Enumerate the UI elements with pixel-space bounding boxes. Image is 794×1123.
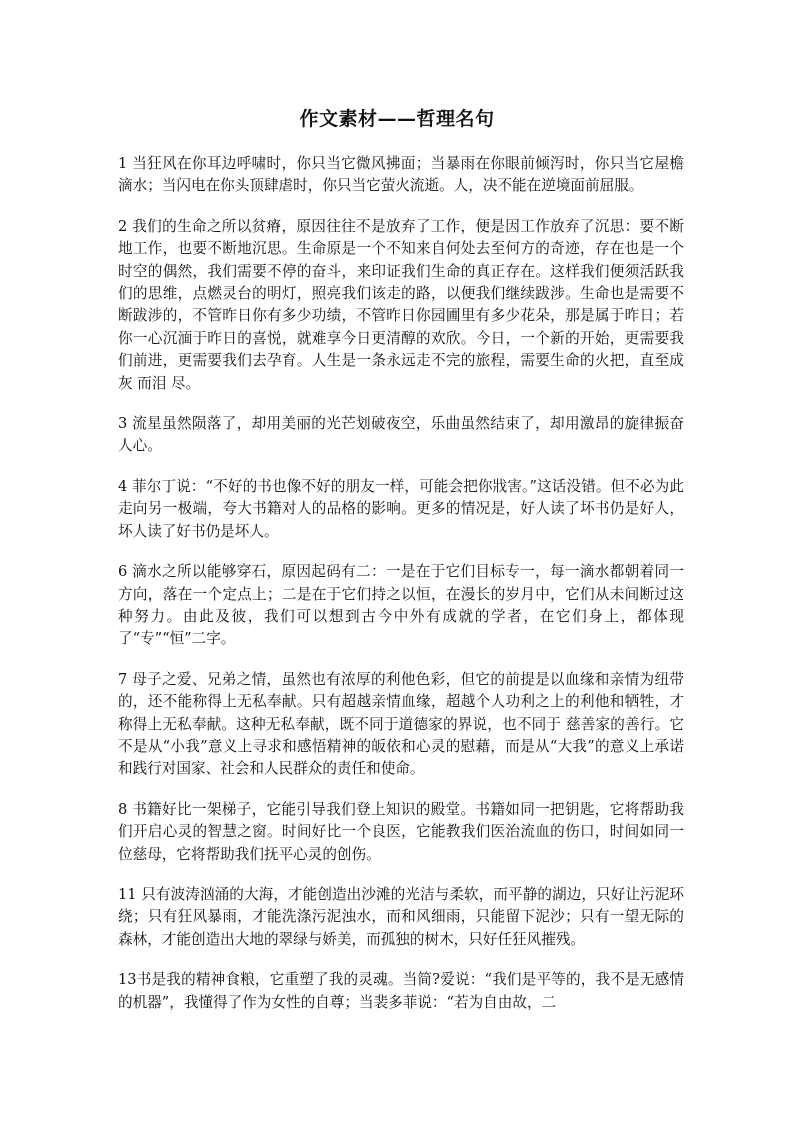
paragraph-2: 2 我们的生命之所以贫瘠，原因往往不是放弃了工作，便是因工作放弃了沉思：要不断地工作，也要不断地沉思。生命原是一个不知来自何处去至何方的奇迹，存在也是一个时空的偶然，我们需要不停的奋斗，来印证我们生命的真正存在。这样我们便须活跃我们的思维，点燃灵台的明灯，照亮我们该走的路，以便我们继续跋涉。生命也是需要不断跋涉的，不管昨日你有多少功绩，不管昨日你园圃里有多少花朵，那是属于昨日；若你一心沉湎于昨日的喜悦，就难享今日更清醇的欢欣。今日，一个新的开始，更需要我们前进，更需要我们去孕育。人生是一条永远走不完的旅程，需要生命的火把，直至成灰 而泪 尽。	[118, 217, 684, 392]
paragraph-8: 8 书籍好比一架梯子，它能引导我们登上知识的殿堂。书籍如同一把钥匙，它将帮助我们开启心灵的智慧之窗。时间好比一个良医，它能教我们医治流血的伤口，时间如同一位慈母，它将帮助我们抚平心灵的创伤。	[118, 800, 684, 863]
paragraph-7: 7 母子之爱、兄弟之情，虽然也有浓厚的利他色彩，但它的前提是以血缘和亲情为纽带的，还不能称得上无私奉献。只有超越亲情血缘，超越个人功利之上的利他和牺牲，才称得上无私奉献。这种无私奉献，既不同于道德家的界说，也不同于 慈善家的善行。它不是从“小我”意义上寻求和感悟精神的皈依和心灵的慰藉，而是从“大我”的意义上承诺和践行对国家、社会和人民群众的责任和使命。	[118, 670, 684, 778]
document-title: 作文素材——哲理名句	[299, 108, 495, 130]
document-body	[118, 153, 684, 1032]
paragraph-13: 13书是我的精神食粮，它重塑了我的灵魂。当简?爱说：“我们是平等的，我不是无感情的机器”，我懂得了作为女性的自尊；当裴多菲说：“若为自由故，二	[118, 971, 684, 1011]
paragraph-4: 4 菲尔丁说：“不好的书也像不好的朋友一样，可能会把你戕害。”这话没错。但不必为此走向另一极端，夸大书籍对人的品格的影响。更多的情况是，好人读了坏书仍是好人，坏人读了好书仍是坏人。	[118, 477, 684, 540]
paragraph-1: 1 当狂风在你耳边呼啸时，你只当它微风拂面；当暴雨在你眼前倾泻时，你只当它屋檐滴水；当闪电在你头顶肆虐时，你只当它萤火流逝。人，决不能在逆境面前屈服。	[118, 155, 684, 195]
paragraph-11: 11 只有波涛汹涌的大海，才能创造出沙滩的光洁与柔软，而平静的湖边，只好让污泥环绕；只有狂风暴雨，才能洗涤污泥浊水，而和风细雨，只能留下泥沙；只有一望无际的森林，才能创造出大地的翠绿与娇美，而孤独的树木，只好任狂风摧残。	[118, 885, 684, 948]
paragraph-3: 3 流星虽然陨落了，却用美丽的光芒划破夜空，乐曲虽然结束了，却用激昂的旋律振奋人心。	[118, 415, 684, 455]
paragraph-6: 6 滴水之所以能够穿石，原因起码有二：一是在于它们目标专一，每一滴水都朝着同一方向，落在一个定点上；二是在于它们持之以恒，在漫长的岁月中，它们从未间断过这种努力。由此及彼，我们可以想到古今中外有成就的学者，在它们身上，都体现了“专”“恒”二字。	[118, 563, 684, 648]
